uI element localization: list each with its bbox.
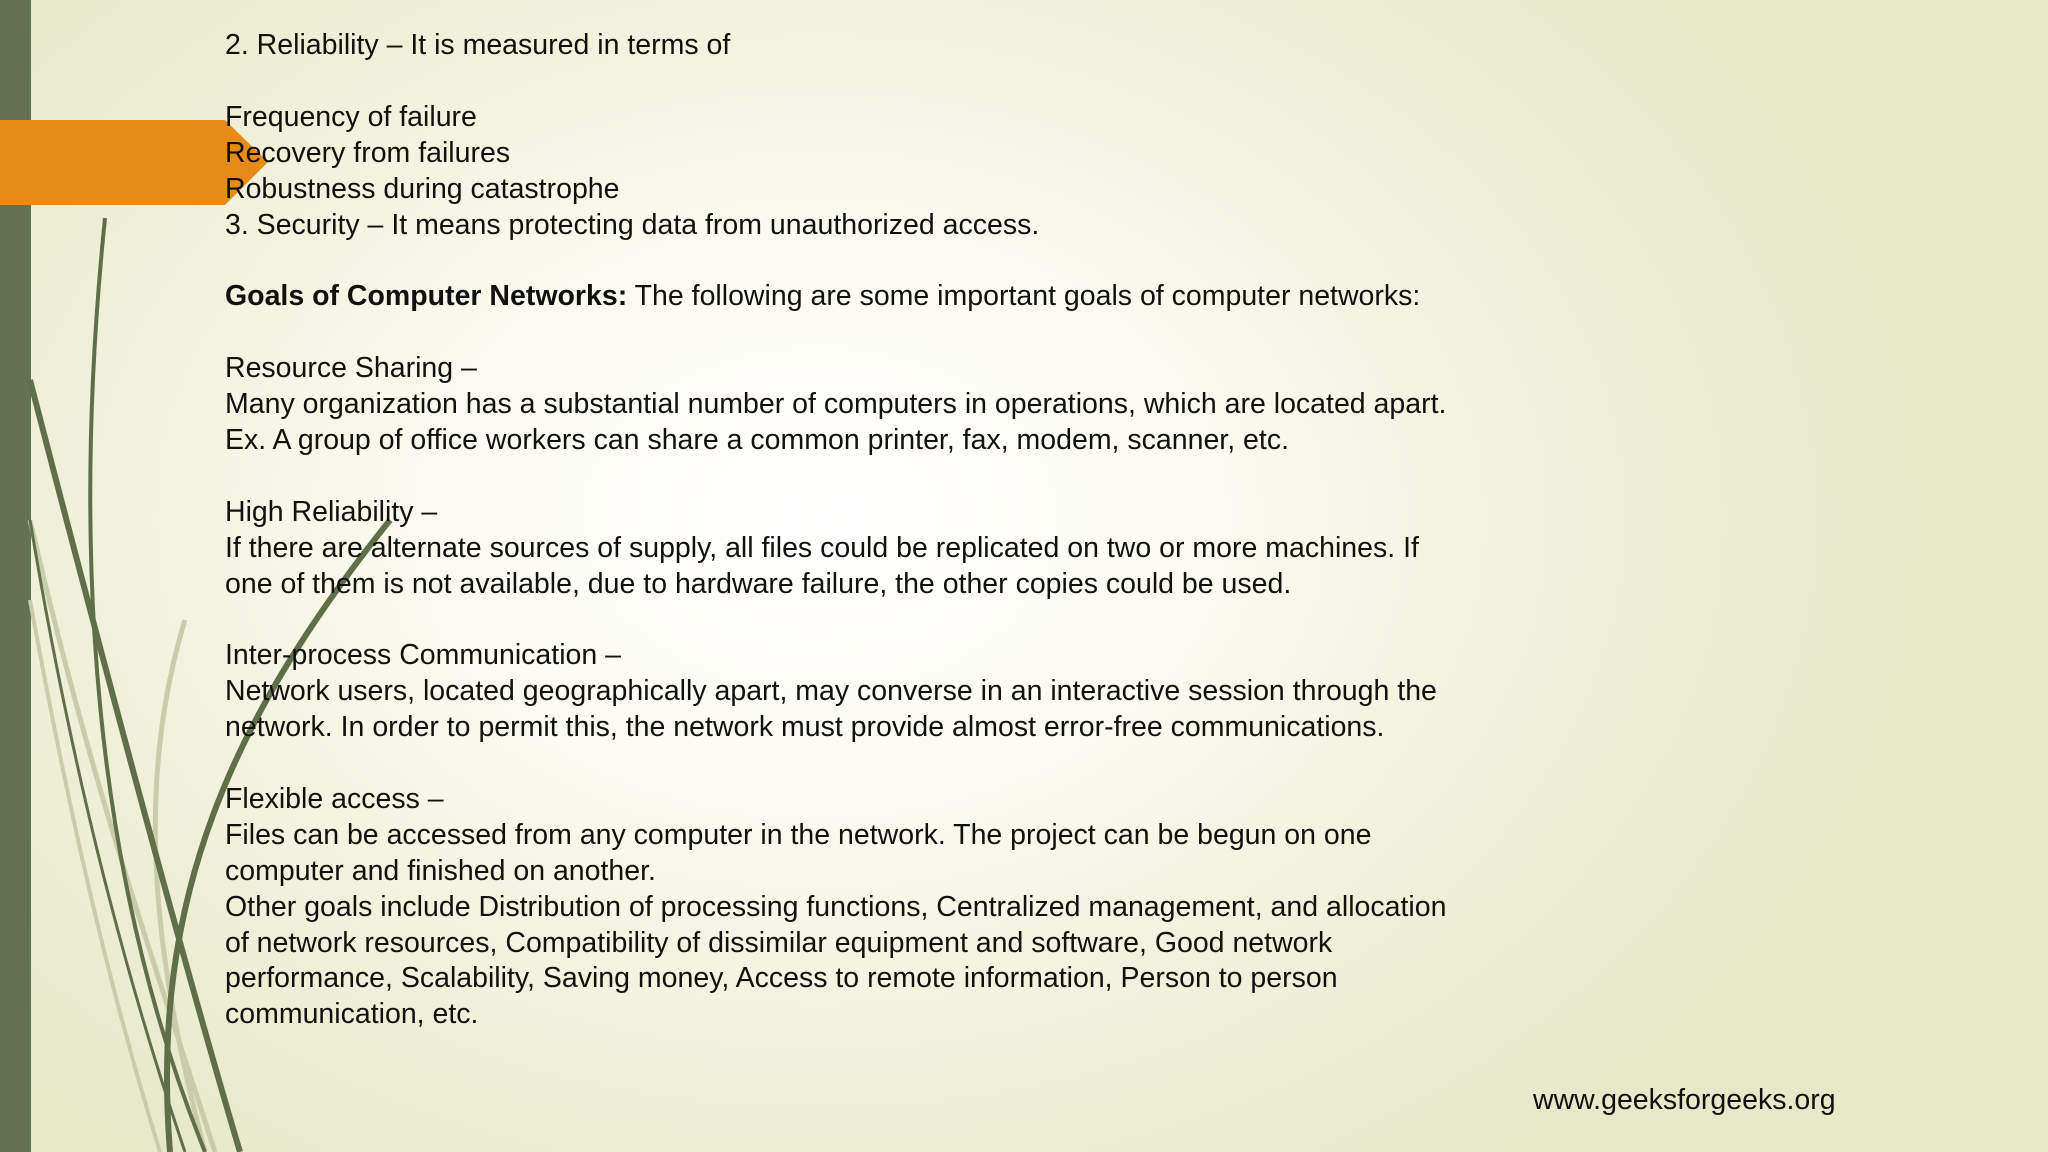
swoosh-dark-2 — [90, 218, 205, 1152]
swoosh-light-3 — [30, 600, 160, 1152]
swoosh-light-2 — [155, 620, 205, 1152]
reliability-item: Recovery from failures — [225, 136, 511, 169]
ipc-title: Inter-process Communication – — [225, 639, 621, 672]
other-goals-text: Other goals include Distribution of processing functions, Centralized management, and allocation — [225, 890, 1447, 923]
high-reliability-text: one of them is not available, due to hardware failure, the other copies could be used. — [225, 567, 1292, 600]
reliability-item: Robustness during catastrophe — [225, 172, 620, 205]
goals-heading — [225, 279, 1555, 315]
spacer — [225, 243, 1555, 279]
spacer — [225, 746, 1555, 782]
spacer — [225, 64, 1555, 100]
swoosh-light-1 — [30, 520, 215, 1152]
ipc-text: Network users, located geographically apart, may converse in an interactive session through the — [225, 675, 1437, 708]
resource-sharing-text: Ex. A group of office workers can share a common printer, fax, modem, scanner, etc. — [225, 423, 1289, 456]
goals-heading-bold: Goals of Computer Networks: — [225, 280, 628, 313]
goals-heading-rest: The following are some important goals of computer networks: — [627, 280, 1421, 313]
ipc-text: network. In order to permit this, the network must provide almost error-free communications. — [225, 711, 1385, 744]
other-goals-text: of network resources, Compatibility of dissimilar equipment and software, Good network — [225, 926, 1333, 959]
flexible-access-title: Flexible access – — [225, 782, 444, 815]
reliability-item: Frequency of failure — [225, 100, 477, 133]
security-text: 3. Security – It means protecting data from unauthorized access. — [225, 208, 1040, 241]
flexible-access-text: Files can be accessed from any computer in the network. The project can be begun on one — [225, 818, 1372, 851]
other-goals-text: performance, Scalability, Saving money, Access to remote information, Person to person — [225, 962, 1338, 995]
reliability-heading: 2. Reliability – It is measured in terms of — [225, 29, 731, 61]
footer-website-url: www.geeksforgeeks.org — [1533, 1084, 1836, 1116]
spacer — [225, 315, 1555, 351]
flexible-access-text: computer and finished on another. — [225, 854, 656, 887]
swoosh-dark-4 — [30, 520, 185, 1152]
resource-sharing-text: Many organization has a substantial number of computers in operations, which are located apart. — [225, 388, 1447, 421]
high-reliability-title: High Reliability – — [225, 495, 438, 528]
slide-content — [225, 28, 1555, 1033]
resource-sharing-title: Resource Sharing – — [225, 352, 477, 385]
high-reliability-text: If there are alternate sources of supply, all files could be replicated on two or more machines. If — [225, 531, 1419, 564]
other-goals-text: communication, etc. — [225, 998, 479, 1031]
swoosh-dark-1 — [30, 380, 240, 1152]
spacer — [225, 602, 1555, 638]
spacer — [225, 459, 1555, 495]
